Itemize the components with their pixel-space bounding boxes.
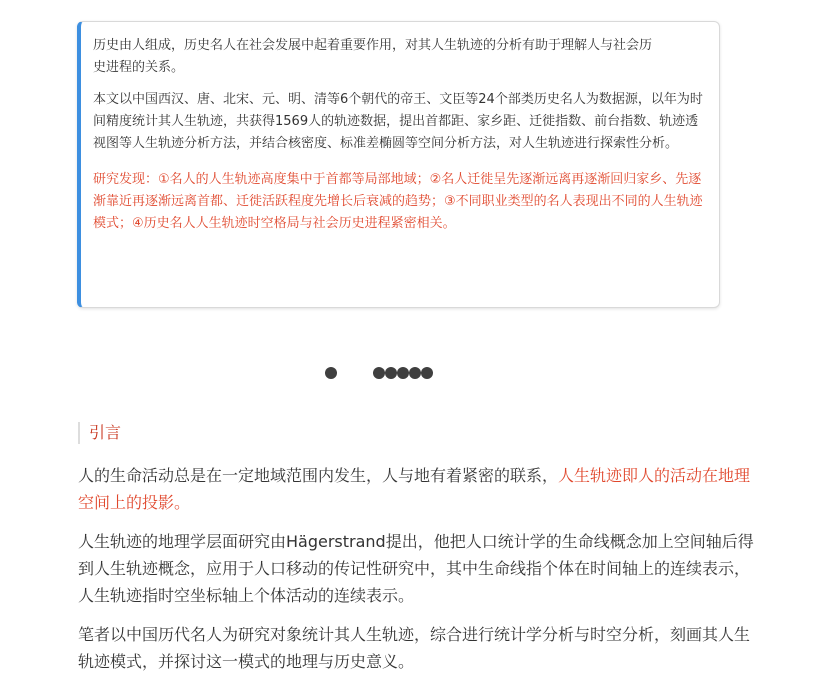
abstract-paragraph-intro — [93, 35, 707, 79]
body-paragraph-1-highlight: 人生轨迹即人的活动在地理空间上的投影。 — [78, 466, 751, 512]
body-paragraph-2: 人生轨迹的地理学层面研究由Hägerstrand提出，他把人口统计学的生命线概念加上空间轴后得到人生轨迹概念，应用于人口移动的传记性研究中，其中生命线指个体在时间轴上的连续表示，人生轨迹指时空坐标轴上个体活动的连续表示。 — [78, 532, 754, 605]
section-heading-introduction: 引言 — [78, 422, 121, 444]
body-paragraph-1 — [78, 462, 758, 516]
divider-dot — [421, 367, 433, 379]
divider-dot — [373, 367, 385, 379]
abstract-paragraph-method: 本文以中国西汉、唐、北宋、元、明、清等6个朝代的帝王、文臣等24个部类历史名人为数据源，以年为时间精度统计其人生轨迹，共获得1569人的轨迹数据，提出首都距、家乡距、迁徙指数、前台指数、轨迹透视图等人生轨迹分析方法，并结合核密度、标准差椭圆等空间分析方法，对人生轨迹进行探索性分析。 — [93, 92, 703, 151]
divider-dot — [397, 367, 409, 379]
body-paragraph-3: 笔者以中国历代名人为研究对象统计其人生轨迹，综合进行统计学分析与时空分析，刻画其人生轨迹模式，并探讨这一模式的地理与历史意义。 — [78, 625, 751, 671]
body-paragraph-1-text: 人的生命活动总是在一定地域范围内发生，人与地有着紧密的联系， — [78, 466, 559, 485]
abstract-paragraph-findings: 研究发现：①名人的人生轨迹高度集中于首都等局部地域；②名人迁徙呈先逐渐远离再逐渐回归家乡、先逐渐靠近再逐渐远离首都、迁徙活跃程度先增长后衰减的趋势；③不同职业类型的名人表现出不同的人生轨迹模式；④历史名人人生轨迹时空格局与社会历史进程紧密相关。 — [93, 172, 703, 231]
abstract-intro-line1: 历史由人组成，历史名人在社会发展中起着重要作用，对其人生轨迹的分析有助于理解人与社会历 — [93, 38, 653, 53]
abstract-card — [77, 21, 720, 308]
section-divider — [0, 366, 820, 380]
divider-dot — [385, 367, 397, 379]
divider-dot — [325, 367, 337, 379]
divider-dot — [409, 367, 421, 379]
abstract-intro-line2: 史进程的关系。 — [93, 60, 185, 75]
